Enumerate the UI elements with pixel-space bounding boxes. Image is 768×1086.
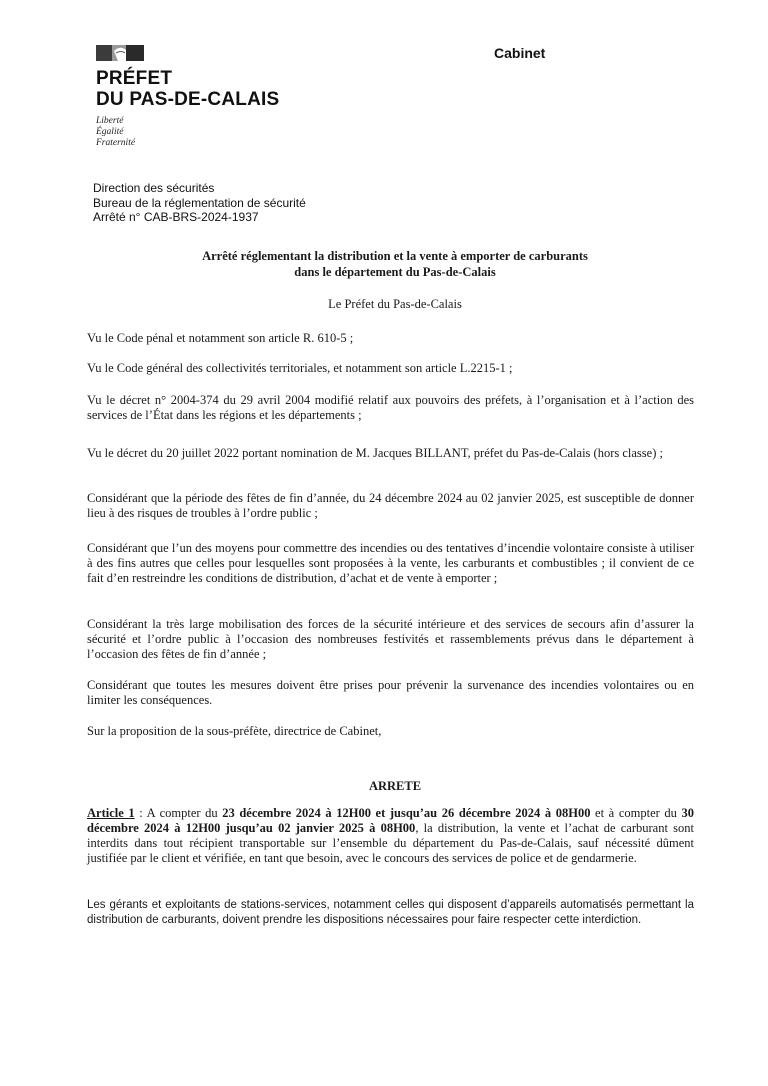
logo-title-line2: DU PAS-DE-CALAIS	[96, 89, 280, 110]
article-1-period-1: 23 décembre 2024 à 12H00 et jusqu’au 26 décembre 2024 à 08H00	[222, 806, 591, 820]
paragraph-decret-2022: Vu le décret du 20 juillet 2022 portant nomination de M. Jacques BILLANT, préfet du Pas-de-Calais (hors classe) ;	[87, 446, 663, 460]
motto-liberte: Liberté	[96, 116, 124, 126]
logo-title-line1: PRÉFET	[96, 68, 173, 89]
paragraph-mesures: Considérant que toutes les mesures doivent être prises pour prévenir la survenance des incendies volontaires ou en limiter les conséquences.	[87, 678, 694, 707]
paragraph-decret-2004: Vu le décret n° 2004-374 du 29 avril 2004 modifié relatif aux pouvoirs des préfets, à l’organisation et à l’action des services de l’État dans les régions et les départements ;	[87, 393, 694, 422]
marianne-icon	[96, 42, 148, 62]
title-line1: Arrêté réglementant la distribution et la vente à emporter de carburants	[202, 249, 588, 263]
article-1	[87, 806, 694, 866]
paragraph-moyens-incendies: Considérant que l’un des moyens pour commettre des incendies ou des tentatives d’incendie volontaire consiste à utiliser à des fins autres que celles pour lesquelles sont proposées à la vente, les carburants et combustibles ; il convient de ce fait d’en restreindre les conditions de distribution, d’achat et de vente à emporter ;	[87, 541, 694, 585]
article-1-period-2: 30 décembre 2024 à 12H00 jusqu’au 02 janvier 2025 à 08H00	[87, 806, 694, 835]
bureau-line: Bureau de la réglementation de sécurité	[93, 195, 306, 210]
article-1-text: : A compter du	[134, 806, 223, 820]
cabinet-label: Cabinet	[494, 45, 546, 61]
motto	[96, 116, 296, 149]
arrete-heading: ARRETE	[368, 779, 422, 793]
article-1-text: et à compter du	[590, 806, 682, 820]
paragraph-gerants: Les gérants et exploitants de stations-services, notamment celles qui disposent d’appareils automatisés permettant la distribution de carburants, doivent prendre les dispositions nécessaires pour faire respecter cette interdiction.	[87, 899, 694, 926]
prefecture-logo	[96, 42, 296, 149]
direction-line: Direction des sécurités	[93, 181, 215, 195]
motto-fraternite: Fraternité	[96, 138, 136, 148]
motto-egalite: Égalité	[96, 127, 124, 137]
prefect-line: Le Préfet du Pas-de-Calais	[328, 297, 462, 311]
paragraph-mobilisation: Considérant la très large mobilisation des forces de la sécurité intérieure et des services de secours afin d’assurer la sécurité et l’ordre public à l’occasion des nombreuses festivités et rassemblements prévus dans le département à l’occasion des fêtes de fin d’année ;	[87, 617, 694, 661]
article-1-label: Article 1	[87, 806, 135, 820]
paragraph-periode-fetes: Considérant que la période des fêtes de fin d’année, du 24 décembre 2024 au 02 janvier 2025, est susceptible de donner lieu à des risques de troubles à l’ordre public ;	[87, 491, 694, 520]
direction-block	[93, 181, 306, 225]
document-title	[90, 249, 700, 280]
paragraph-code-penal: Vu le Code pénal et notamment son article R. 610-5 ;	[87, 331, 354, 345]
article-1-text: , la distribution, la vente et l’achat de carburant sont interdits dans tout récipient transportable sur l’ensemble du département du Pas-de-Calais, sauf nécessité dûment justifiée par le client et vérifiée, en tant que besoin, avec le concours des services de police et de gendarmerie.	[87, 821, 694, 865]
title-line2: dans le département du Pas-de-Calais	[294, 264, 496, 279]
paragraph-proposition: Sur la proposition de la sous-préfète, directrice de Cabinet,	[87, 724, 382, 738]
paragraph-code-collectivites: Vu le Code général des collectivités territoriales, et notamment son article L.2215-1 ;	[87, 361, 513, 375]
arrete-number: Arrêté n° CAB-BRS-2024-1937	[93, 210, 259, 224]
